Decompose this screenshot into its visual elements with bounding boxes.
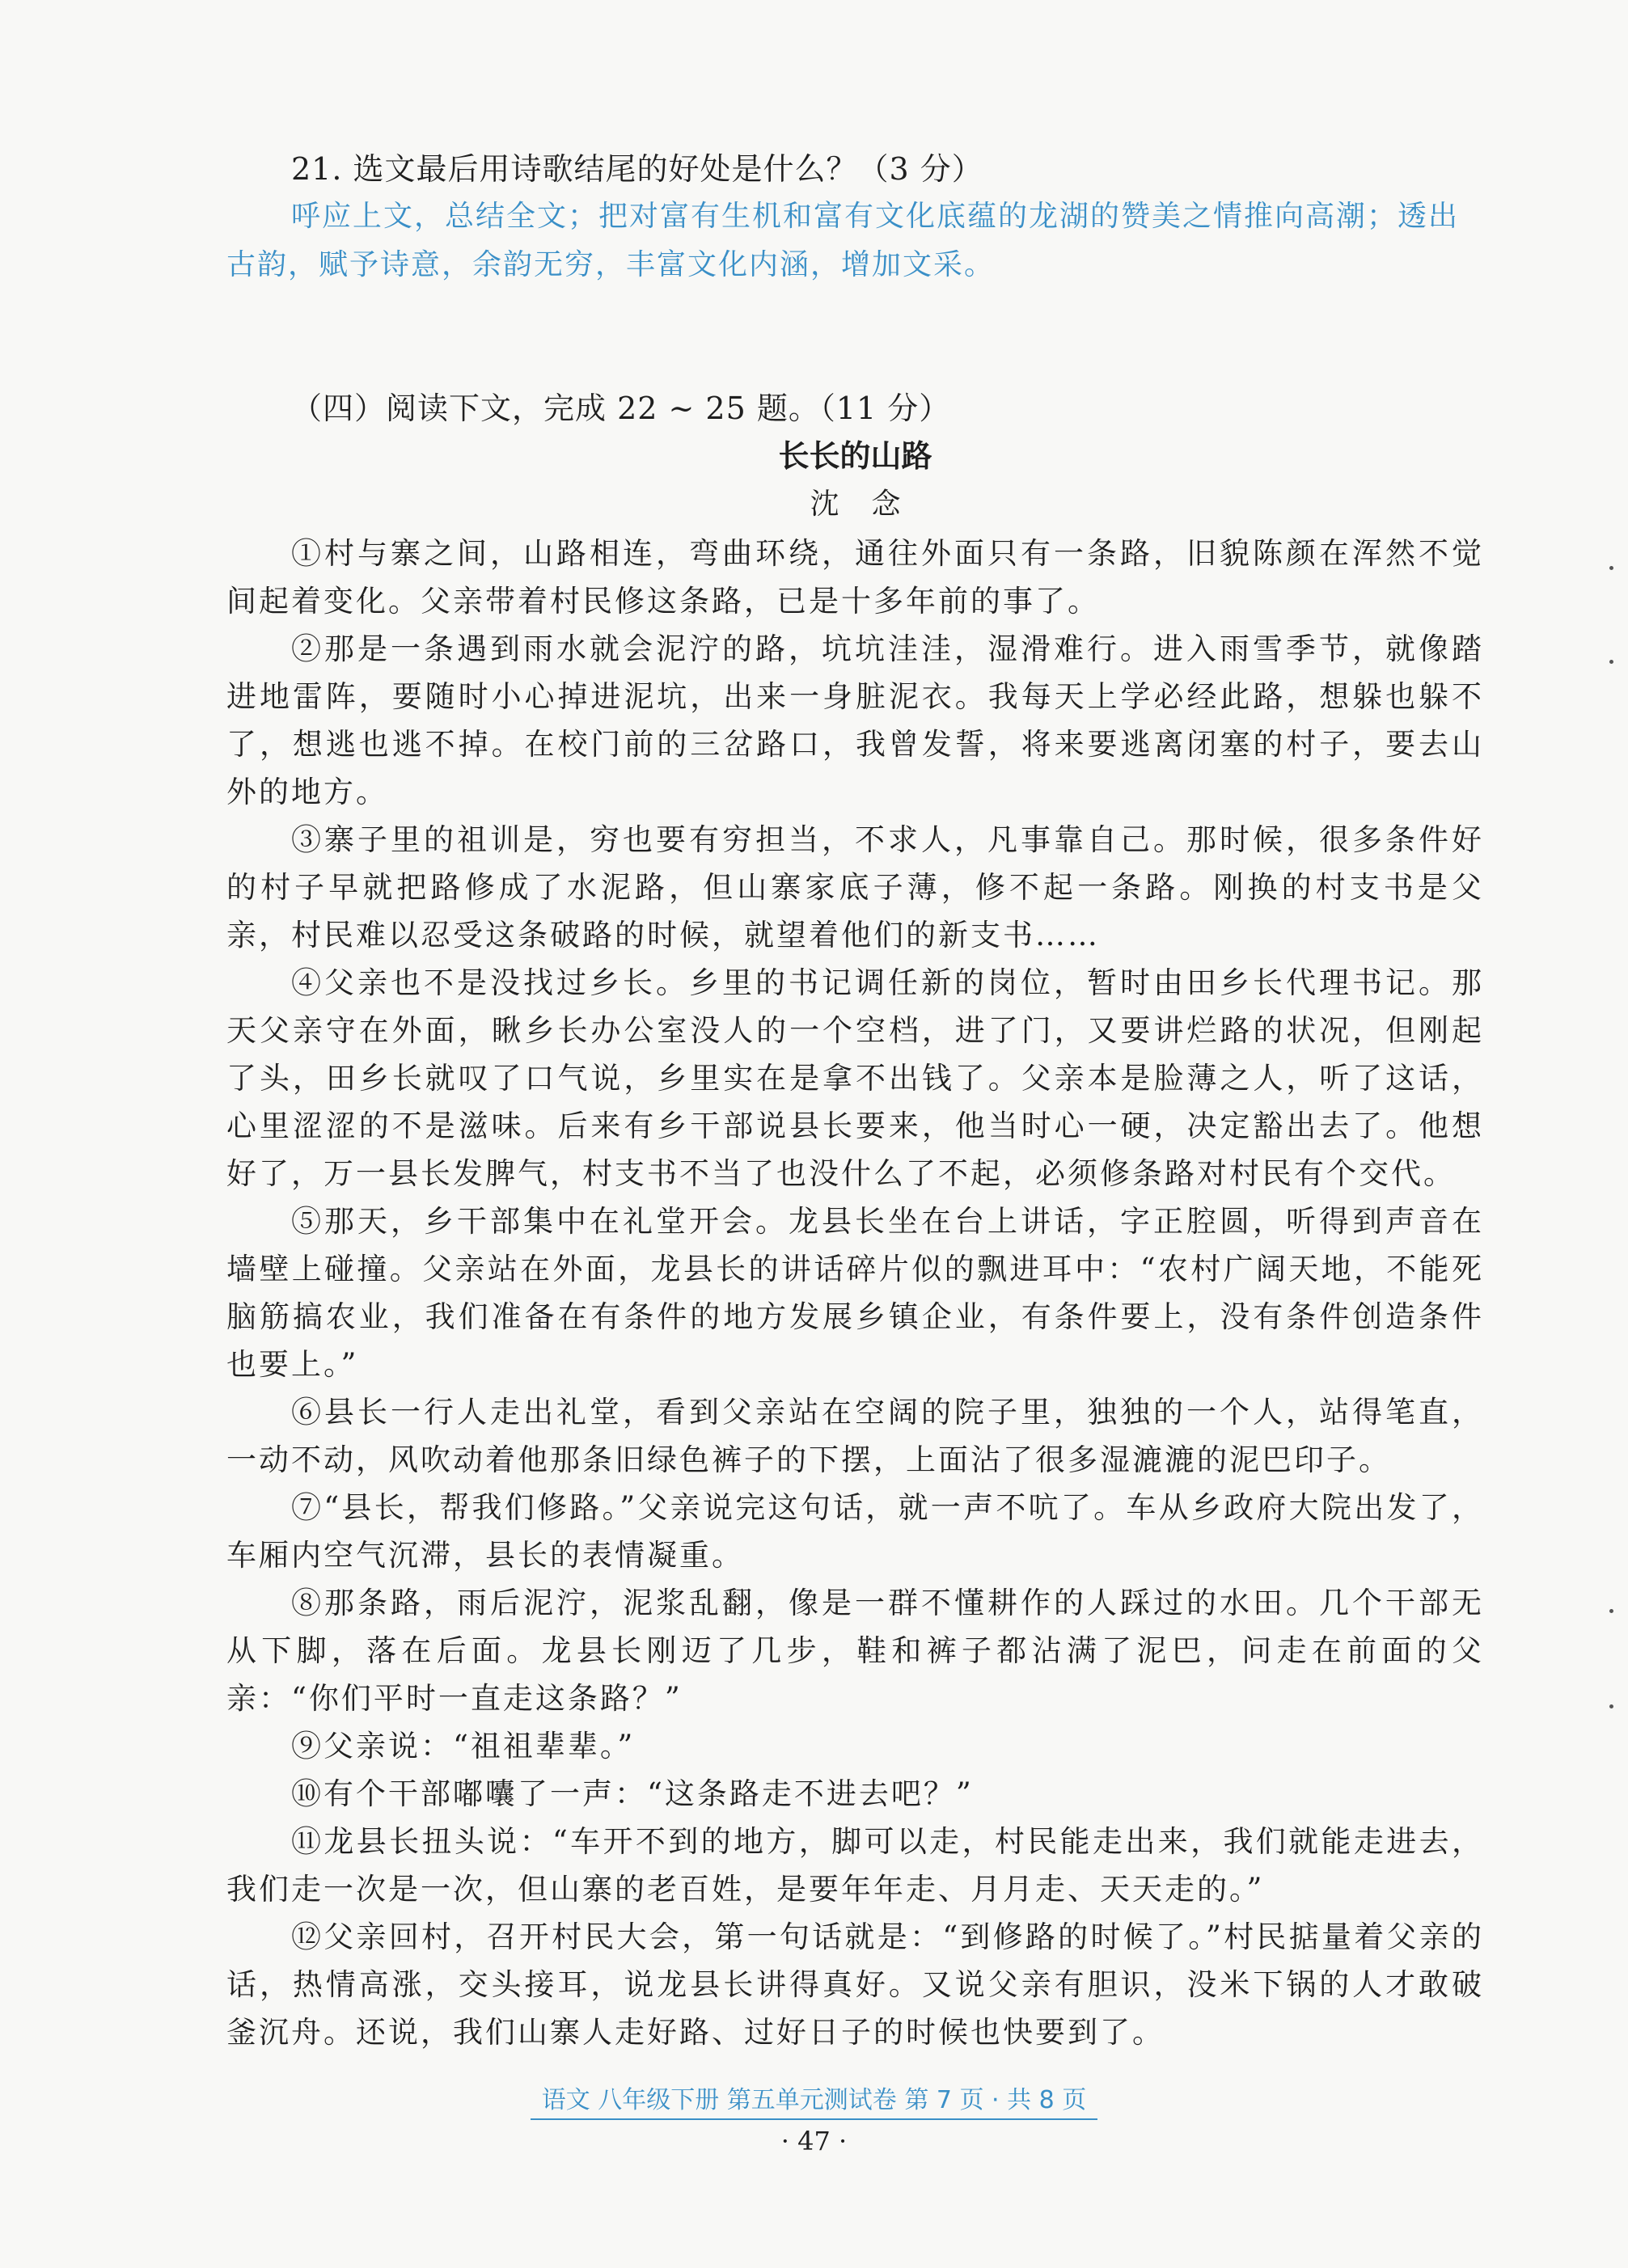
question-21-text: 21. 选文最后用诗歌结尾的好处是什么？（3 分） [291,151,983,187]
paragraph-3: ③寨子里的祖训是，穷也要有穷担当，不求人，凡事靠自己。那时候，很多条件好的村子早就把路修成了水泥路，但山寨家底子薄，修不起一条路。刚换的村支书是父亲，村民难以忍受这条破路的时候，就望着他们的新支书…… [226,822,1484,952]
margin-dot [1609,1704,1613,1708]
paragraph-8: ⑧那条路，雨后泥泞，泥浆乱翻，像是一群不懂耕作的人踩过的水田。几个干部无从下脚，落在后面。龙县长刚迈了几步，鞋和裤子都沾满了泥巴，问走在前面的父亲：“你们平时一直走这条路？” [226,1586,1484,1716]
margin-dot [1609,660,1613,664]
paragraph-5: ⑤那天，乡干部集中在礼堂开会。龙县长坐在台上讲话，字正腔圆，听得到声音在墙壁上碰撞。父亲站在外面，龙县长的讲话碎片似的飘进耳中：“农村广阔天地，不能死脑筋搞农业，我们准备在有条件的地方发展乡镇企业，有条件要上，没有条件创造条件也要上。” [226,1204,1484,1382]
footer-info [0,2084,1628,2120]
section-4-heading: （四）阅读下文，完成 22 ~ 25 题。（11 分） [291,391,951,426]
paragraph-6: ⑥县长一行人走出礼堂，看到父亲站在空阔的院子里，独独的一个人，站得笔直，一动不动，风吹动着他那条旧绿色裤子的下摆，上面沾了很多湿漉漉的泥巴印子。 [226,1395,1484,1477]
paragraph-1: ①村与寨之间，山路相连，弯曲环绕，通往外面只有一条路，旧貌陈颜在浑然不觉间起着变化。父亲带着村民修这条路，已是十多年前的事了。 [226,536,1484,619]
article-author: 沈念 [810,488,933,521]
article-title: 长长的山路 [778,438,932,474]
margin-dot [1609,566,1613,570]
paragraph-10: ⑩有个干部嘟囔了一声：“这条路走不进去吧？” [291,1776,974,1811]
article-body [226,530,1484,2056]
paragraph-7: ⑦“县长，帮我们修路。”父亲说完这句话，就一声不吭了。车从乡政府大院出发了，车厢内空气沉滞，县长的表情凝重。 [226,1490,1484,1573]
paragraph-2: ②那是一条遇到雨水就会泥泞的路，坑坑洼洼，湿滑难行。进入雨雪季节，就像踏进地雷阵，要随时小心掉进泥坑，出来一身脏泥衣。我每天上学必经此路，想躲也躲不了，想逃也逃不掉。在校门前的三岔路口，我曾发誓，将来要逃离闭塞的村子，要去山外的地方。 [226,631,1484,809]
paragraph-11: ⑪龙县长扭头说：“车开不到的地方，脚可以走，村民能走出来，我们就能走进去，我们走一次是一次，但山寨的老百姓，是要年年走、月月走、天天走的。” [226,1824,1484,1907]
margin-dot [1609,1609,1613,1613]
footer-info-text: 语文 八年级下册 第五单元测试卷 第 7 页 · 共 8 页 [531,2084,1098,2120]
question-21-answer: 呼应上文，总结全文；把对富有生机和富有文化底蕴的龙湖的赞美之情推向高潮；透出古韵，赋予诗意，余韵无穷，丰富文化内涵，增加文采。 [226,200,1460,281]
paragraph-9: ⑨父亲说：“祖祖辈辈。” [291,1729,636,1763]
page-number: · 47 · [780,2126,848,2156]
paragraph-12: ⑫父亲回村，召开村民大会，第一句话就是：“到修路的时候了。”村民掂量着父亲的话，热情高涨，交头接耳，说龙县长讲得真好。又说父亲有胆识，没米下锅的人才敢破釜沉舟。还说，我们山寨人走好路、过好日子的时候也快要到了。 [226,1920,1484,2050]
paragraph-4: ④父亲也不是没找过乡长。乡里的书记调任新的岗位，暂时由田乡长代理书记。那天父亲守在外面，瞅乡长办公室没人的一个空档，进了门，又要讲烂路的状况，但刚起了头，田乡长就叹了口气说，乡里实在是拿不出钱了。父亲本是脸薄之人，听了这话，心里涩涩的不是滋味。后来有乡干部说县长要来，他当时心一硬，决定豁出去了。他想好了，万一县长发脾气，村支书不当了也没什么了不起，必须修条路对村民有个交代。 [226,965,1484,1191]
